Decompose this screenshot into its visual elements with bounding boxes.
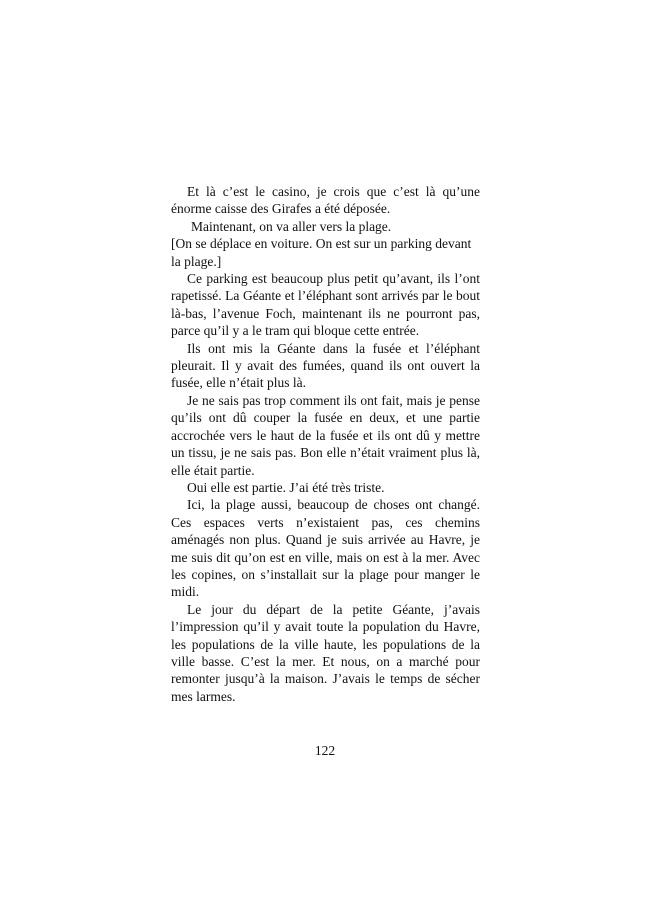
body-text (171, 183, 480, 705)
paragraph-casino: Et là c’est le casino, je crois que c’est là qu’une énorme caisse des Girafes a été déposée. (171, 184, 480, 217)
paragraph-fusee: Ils ont mis la Géante dans la fusée et l’éléphant pleurait. Il y avait des fumées, quand ils ont ouvert la fusée, elle n’était plus là. (171, 340, 480, 391)
paragraph-parking: Ce parking est beaucoup plus petit qu’avant, ils l’ont rapetissé. La Géante et l’éléphant sont arrivés par le bout là-bas, l’avenue Foch, maintenant ils ne pourront pas, parce qu’il y a le tram qui bloque cette entrée. (171, 271, 480, 339)
paragraph-havre: Ici, la plage aussi, beaucoup de choses ont changé. Ces espaces verts n’existaient pas, ces chemins aménagés non plus. Quand je suis arrivée au Havre, je me suis dit qu’on est en ville, mais on est à la mer. Avec les copines, on s’installait sur la plage pour manger le midi. (171, 497, 480, 600)
paragraph-triste: Oui elle est partie. J’ai été très triste. (187, 479, 385, 495)
page-number: 122 (314, 743, 336, 758)
paragraph-stage-direction: [On se déplace en voiture. On est sur un parking devant la plage.] (171, 236, 472, 269)
paragraph-tissu: Je ne sais pas trop comment ils ont fait, mais je pense qu’ils ont dû couper la fusée en deux, et une partie accrochée vers le haut de la fusée et ils ont dû y mettre un tissu, je ne sais pas. Bon elle n’était vraiment plus là, elle était partie. (171, 392, 480, 478)
paragraph-depart: Le jour du départ de la petite Géante, j’avais l’impression qu’il y avait toute la population du Havre, les populations de la ville haute, les populations de la ville basse. C’est la mer. Et nous, on a marché pour remonter jusqu’à la maison. J’avais le temps de sécher mes larmes. (171, 601, 480, 704)
paragraph-plage: Maintenant, on va aller vers la plage. (191, 218, 392, 234)
